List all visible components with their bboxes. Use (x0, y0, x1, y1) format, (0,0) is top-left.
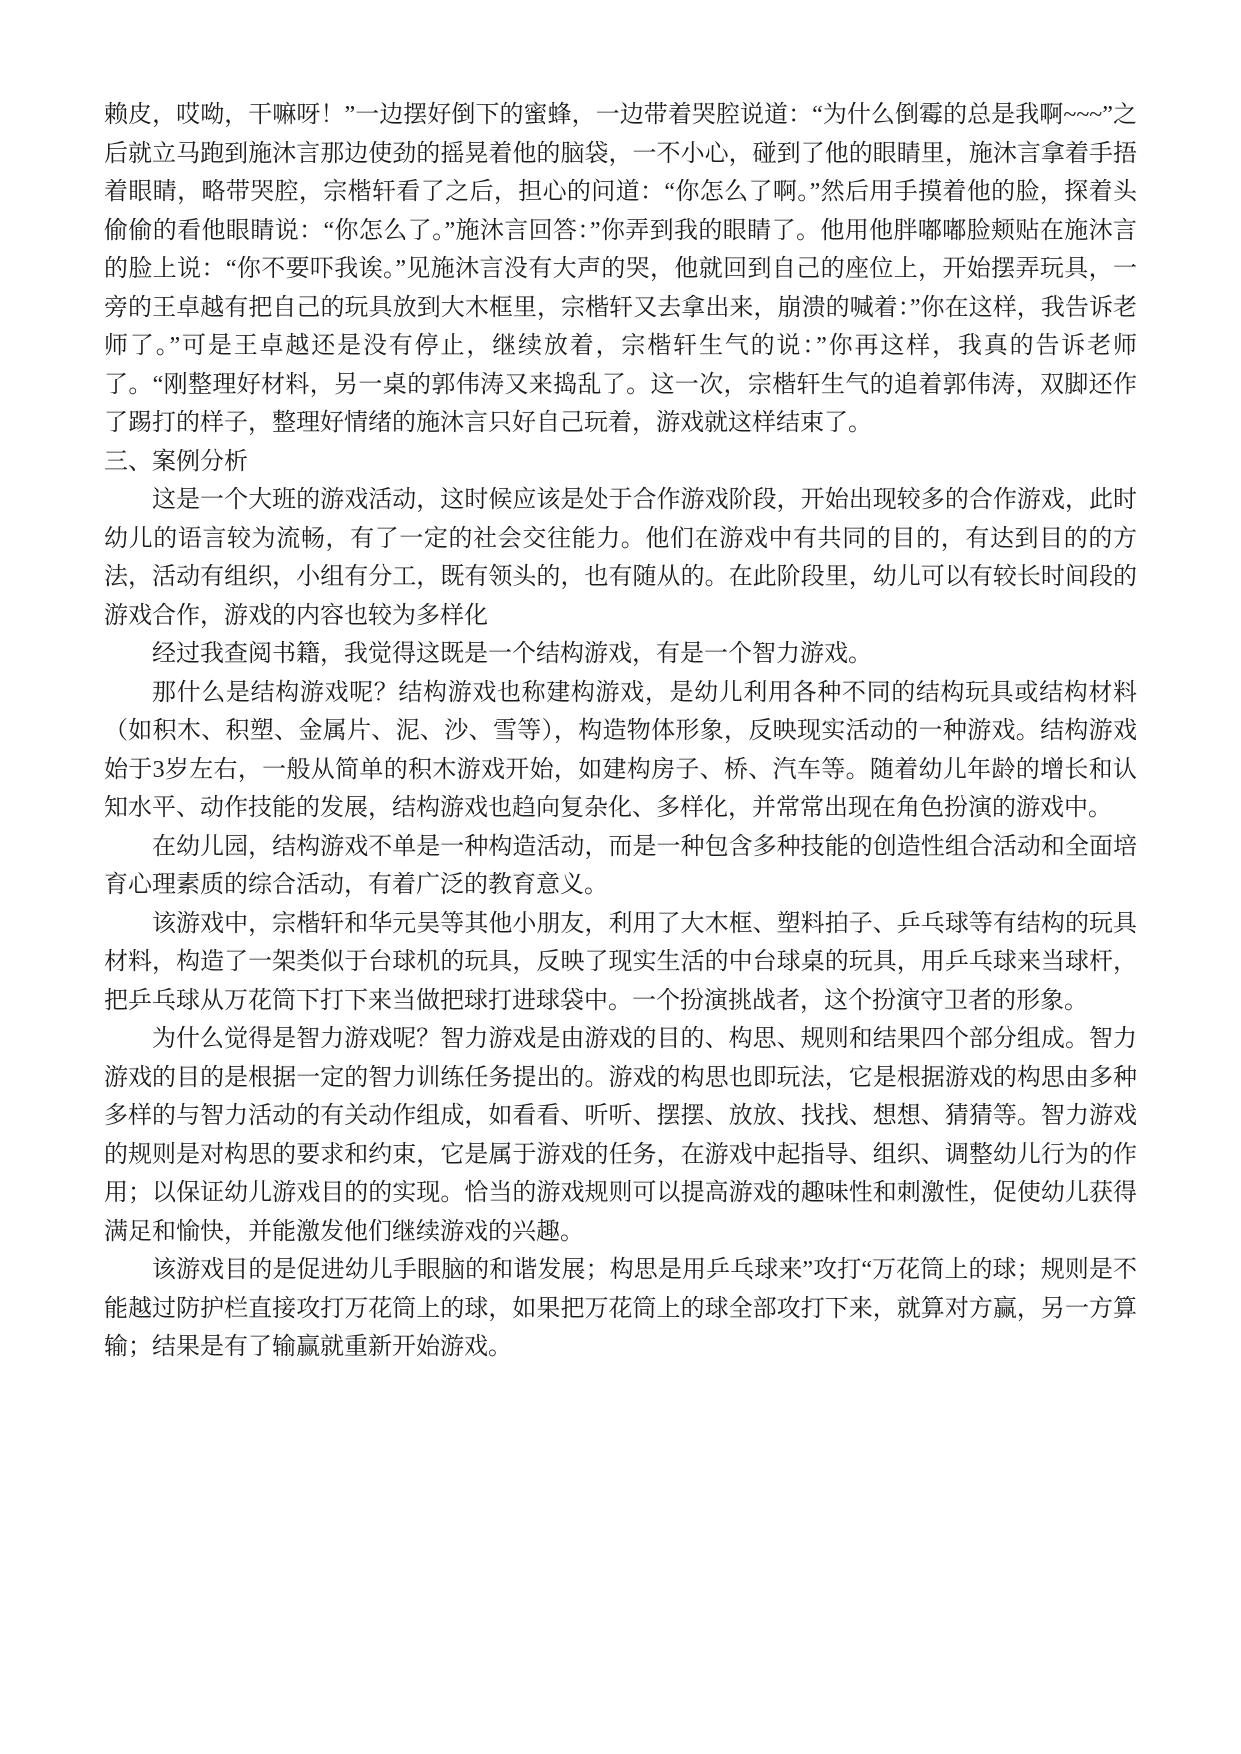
paragraph-game-structure-application: 该游戏中，宗楷轩和华元昊等其他小朋友，利用了大木框、塑料拍子、乒乓球等有结构的玩具材料，构造了一架类似于台球机的玩具，反映了现实生活的中台球桌的玩具，用乒乓球来当球杆，把乒乓球从万花筒下打下来当做把球打进球袋中。一个扮演挑战者，这个扮演守卫者的形象。 (104, 910, 1137, 1014)
section-heading-case-analysis: 三、案例分析 (104, 448, 248, 475)
paragraph-case-record-continued: 赖皮，哎呦，干嘛呀！”一边摆好倒下的蜜蜂，一边带着哭腔说道：“为什么倒霉的总是我啊~~~”之后就立马跑到施沐言那边使劲的摇晃着他的脑袋，一不小心，碰到了他的眼睛里，施沐言拿着手捂着眼睛，略带哭腔，宗楷轩看了之后，担心的问道：“你怎么了啊。”然后用手摸着他的脸，探着头偷偷的看他眼睛说：“你怎么了。”施沐言回答：”你弄到我的眼睛了。他用他胖嘟嘟脸颊贴在施沐言的脸上说：“你不要吓我诶。”见施沐言没有大声的哭，他就回到自己的座位上，开始摆弄玩具，一旁的王卓越有把自己的玩具放到大木框里，宗楷轩又去拿出来，崩溃的喊着：”你在这样，我告诉老师了。”可是王卓越还是没有停止，继续放着，宗楷轩生气的说：”你再这样，我真的告诉老师了。“刚整理好材料，另一桌的郭伟涛又来捣乱了。这一次，宗楷轩生气的追着郭伟涛，双脚还作了踢打的样子，整理好情绪的施沐言只好自己玩着，游戏就这样结束了。 (104, 102, 1137, 436)
paragraph-intelligence-game-definition: 为什么觉得是智力游戏呢？智力游戏是由游戏的目的、构思、规则和结果四个部分组成。智力游戏的目的是根据一定的智力训练任务提出的。游戏的构思也即玩法，它是根据游戏的构思由多种多样的与智力活动的有关动作组成，如看看、听听、摆摆、放放、找找、想想、猜猜等。智力游戏的规则是对构思的要求和约束，它是属于游戏的任务，在游戏中起指导、组织、调整幼儿行为的作用；以保证幼儿游戏目的的实现。恰当的游戏规则可以提高游戏的趣味性和刺激性，促使幼儿获得满足和愉快，并能激发他们继续游戏的兴趣。 (104, 1026, 1137, 1245)
paragraph-analysis-stage: 这是一个大班的游戏活动，这时候应该是处于合作游戏阶段，开始出现较多的合作游戏，此时幼儿的语言较为流畅，有了一定的社会交往能力。他们在游戏中有共同的目的，有达到目的的方法，活动有组织，小组有分工，既有领头的，也有随从的。在此阶段里，幼儿可以有较长时间段的游戏合作，游戏的内容也较为多样化 (104, 487, 1137, 629)
paragraph-game-purpose-rules-result: 该游戏目的是促进幼儿手眼脑的和谐发展；构思是用乒乓球来”攻打“万花筒上的球；规则是不能越过防护栏直接攻打万花筒上的球，如果把万花筒上的球全部攻打下来，就算对方赢，另一方算输；结果是有了输赢就重新开始游戏。 (104, 1257, 1137, 1360)
paragraph-structure-game-kindergarten: 在幼儿园，结构游戏不单是一种构造活动，而是一种包含多种技能的创造性组合活动和全面培育心理素质的综合活动，有着广泛的教育意义。 (104, 833, 1137, 898)
paragraph-analysis-conclusion-intro: 经过我查阅书籍，我觉得这既是一个结构游戏，有是一个智力游戏。 (152, 641, 872, 667)
paragraph-structure-game-definition: 那什么是结构游戏呢？结构游戏也称建构游戏，是幼儿利用各种不同的结构玩具或结构材料（如积木、积塑、金属片、泥、沙、雪等），构造物体形象，反映现实活动的一种游戏。结构游戏始于3岁左右，一般从简单的积木游戏开始，如建构房子、桥、汽车等。随着幼儿年龄的增长和认知水平、动作技能的发展，结构游戏也趋向复杂化、多样化，并常常出现在角色扮演的游戏中。 (104, 679, 1137, 821)
